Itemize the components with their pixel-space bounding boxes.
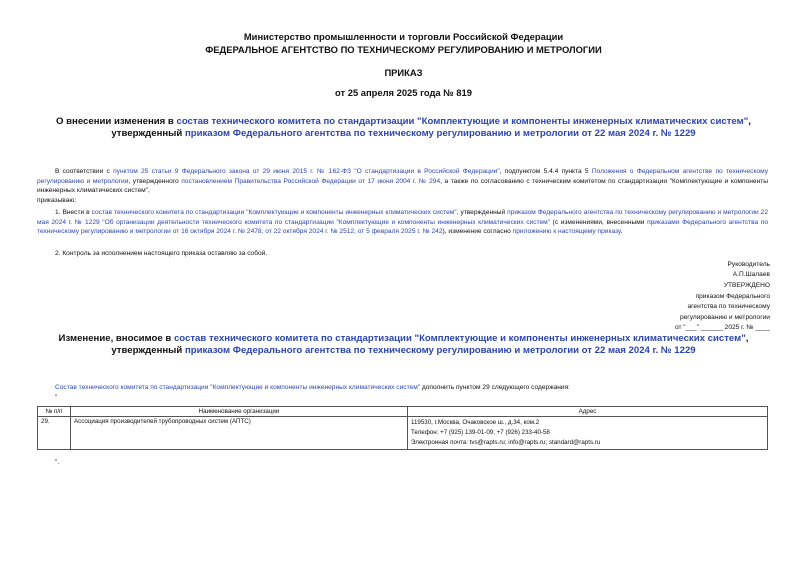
change-order-link[interactable]: приказом Федерального агентства по техническому регулированию и метрологии от 22 мая 2024 г. № 1229: [184, 345, 696, 356]
order-title: О внесении изменения в состав технического комитета по стандартизации "Комплектующие и компоненты инженерных климатических систем", утвержденный приказом Федерального агентства по техническому регулированию и метрологии от 22 мая 2024 г. № 1229: [56, 116, 751, 139]
email-line: Электронная почта: tvs@rapts.ru; info@rapts.ru; standard@rapts.ru: [411, 439, 601, 446]
approval-line-1: приказом Федерального: [695, 293, 770, 300]
row-address: [408, 417, 768, 450]
open-quote: ": [55, 394, 58, 401]
address-line: 119530, г.Москва, Очаковское ш., д.34, ком.2: [411, 419, 540, 426]
item1-amendments-link[interactable]: приказами Федерального агентства по техническому регулированию и метрологии от 16 октября 2024 г. № 2478, от 22 октября 2024 г. № 2512, от 5 февраля 2025 г. № 242: [37, 218, 769, 236]
col-address-header: Адрес: [408, 407, 768, 417]
col-number-header: № п/п: [38, 407, 71, 417]
table-header-row: [38, 407, 768, 417]
signature-name: А.П.Шалаев: [732, 271, 770, 278]
regulation-link[interactable]: Положения о Федеральном агентстве по техническому регулированию и метрологии: [37, 168, 769, 185]
table-row: [38, 417, 768, 450]
item-2-paragraph: 2. Контроль за исполнением настоящего приказа оставляю за собой.: [55, 250, 268, 257]
approval-line-4: от "___" ______ 2025 г. № ____: [674, 324, 770, 331]
government-decree-link[interactable]: постановлением Правительства Российской Федерации от 17 июня 2004 г. № 294: [181, 177, 441, 185]
approval-line-3: регулированию и метрологии: [679, 314, 770, 321]
agency-name: ФЕДЕРАЛЬНОЕ АГЕНТСТВО ПО ТЕХНИЧЕСКОМУ РЕГУЛИРОВАНИЮ И МЕТРОЛОГИИ: [205, 44, 602, 55]
change-committee-link[interactable]: состав технического комитета по стандартизации "Комплектующие и компоненты инженерных климатических систем": [173, 333, 746, 344]
change-title: Изменение, вносимое в состав технического комитета по стандартизации "Комплектующие и компоненты инженерных климатических систем", утвержденный приказом Федерального агентства по техническому регулированию и метрологии от 22 мая 2024 г. № 1229: [58, 333, 749, 356]
close-quote: ".: [55, 459, 60, 466]
law-162-link[interactable]: пунктом 25 статьи 9 Федерального закона от 29 июня 2015 г. № 162-ФЗ "О стандартизации в Российской Федерации": [113, 168, 500, 175]
document-date: от 25 апреля 2025 года № 819: [335, 87, 472, 98]
row-organization: Ассоциация производителей трубопроводных систем (АПТС): [71, 417, 408, 450]
appendix-link[interactable]: приложению к настоящему приказу: [512, 228, 621, 236]
item1-committee-link[interactable]: состав технического комитета по стандартизации "Комплектующие и компоненты инженерных климатических систем": [91, 209, 457, 216]
preamble-paragraph: В соответствии с пунктом 25 статьи 9 Федерального закона от 29 июня 2015 г. № 162-ФЗ "О стандартизации в Российской Федерации", подпунктом 5.4.4 пункта 5 Положения о Федеральном агентстве по техническому регулированию и метрологии, утвержденного постановлением Правительства Российской Федерации от 17 июня 2004 г. № 294, а также по согласованию с техническим комитетом по стандартизации "Комплектующие и компоненты инженерных климатических систем",: [37, 168, 769, 195]
approved-stamp: УТВЕРЖДЕНО: [723, 282, 770, 289]
order-word: приказываю:: [37, 197, 77, 204]
composition-link[interactable]: Состав технического комитета по стандартизации "Комплектующие и компоненты инженерных климатических систем": [55, 384, 421, 391]
item-1-paragraph: 1. Внести в состав технического комитета по стандартизации "Комплектующие и компоненты инженерных климатических систем", утвержденный приказом Федерального агентства по техническому регулированию и метрологии 22 мая 2024 г. № 1229 "Об организации деятельности технического комитета по стандартизации "Комплектующие и компоненты инженерных климатических систем" (с изменениями, внесенными приказами Федерального агентства по техническому регулированию и метрологии от 16 октября 2024 г. № 2478, от 22 октября 2024 г. № 2512, от 5 февраля 2025 г. № 242), изменение согласно приложению к настоящему приказу.: [37, 209, 769, 236]
item1-order-link[interactable]: приказом Федерального агентства по техническому регулированию и метрологии 22 мая 2024 г. № 1229 "Об организации деятельности технического комитета по стандартизации "Комплектующие и компоненты инженерных климатических систем": [37, 209, 768, 226]
document-type: ПРИКАЗ: [384, 67, 423, 78]
order-1229-link[interactable]: приказом Федерального агентства по техническому регулированию и метрологии от 22 мая 2024 г. № 1229: [184, 128, 696, 139]
committee-link[interactable]: состав технического комитета по стандартизации "Комплектующие и компоненты инженерных климатических систем": [176, 116, 749, 127]
approval-line-2: агентства по техническому: [687, 303, 770, 310]
change-intro: Состав технического комитета по стандартизации "Комплектующие и компоненты инженерных климатических систем" дополнить пунктом 29 следующего содержания:: [55, 384, 571, 391]
signature-role: Руководитель: [727, 261, 770, 268]
ministry-name: Министерство промышленности и торговли Российской Федерации: [243, 31, 564, 42]
col-organization-header: Наименование организации: [71, 407, 408, 417]
row-number: 29.: [38, 417, 71, 450]
organizations-table: [37, 406, 768, 450]
phone-line: Телефон: +7 (925) 139-01-09; +7 (926) 233-40-58: [411, 429, 550, 436]
